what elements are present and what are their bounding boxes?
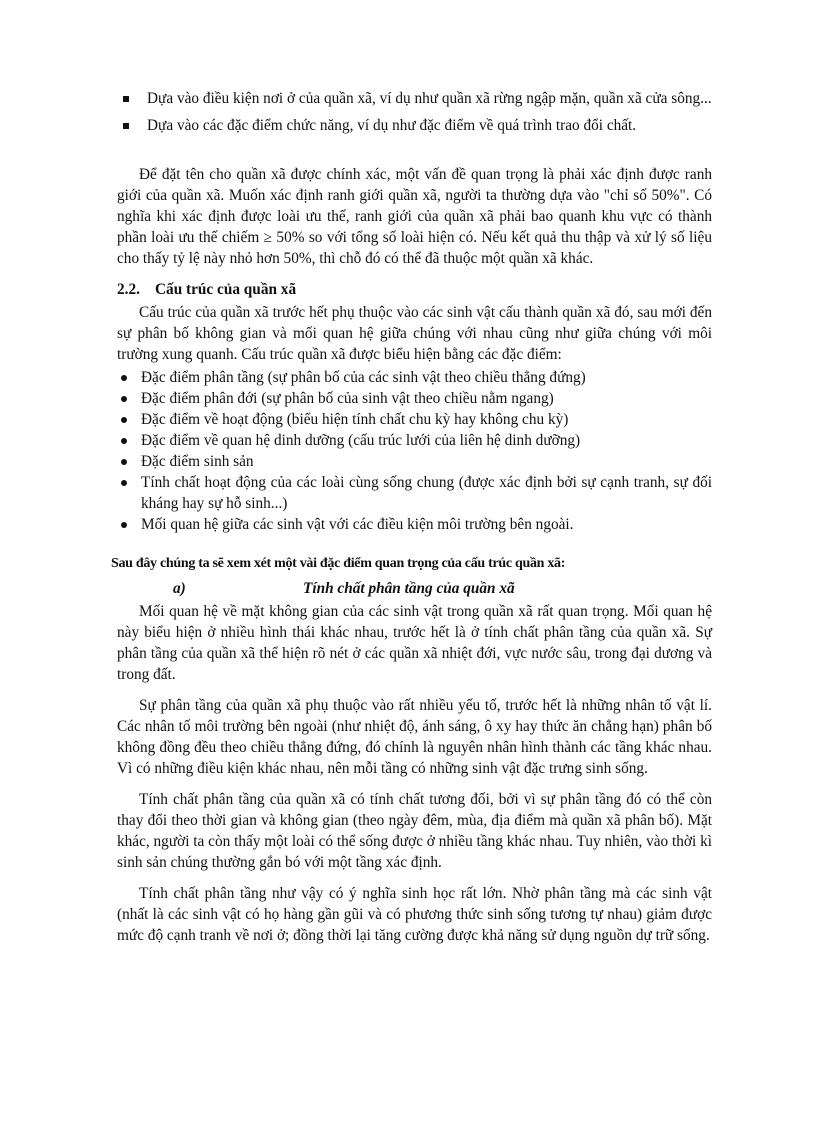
paragraph: Tính chất phân tầng của quần xã có tính chất tương đối, bởi vì sự phân tầng đó có thể còn thay đổi theo thời gian và không gian (theo ngày đêm, mùa, địa điểm mà quần xã phân bố). Mặt khác, người ta còn thấy một loài có thể sống được ở nhiều tầng khác nhau. Tuy nhiên, vào thời kì sinh sản chúng thường gắn bó với một tầng xác định. <box>117 791 712 871</box>
lead-sentence: Sau đây chúng ta sẽ xem xét một vài đặc điểm quan trọng của cấu trúc quần xã: <box>111 556 566 571</box>
subsection-heading <box>117 578 712 599</box>
list-item: Dựa vào điều kiện nơi ở của quần xã, ví dụ như quần xã rừng ngập mặn, quần xã cửa sông... <box>123 88 712 109</box>
section-title: Cấu trúc của quần xã <box>155 281 297 298</box>
subsection-letter: a) <box>173 580 186 597</box>
paragraph: Mối quan hệ về mặt không gian của các sinh vật trong quần xã rất quan trọng. Mối quan hệ này biểu hiện ở nhiều hình thái khác nhau, trước hết là ở tính chất phân tầng của quần xã. Sự phân tầng của quần xã thể hiện rõ nét ở các quần xã nhiệt đới, vực nước sâu, trong đại dương và trong đất. <box>117 603 712 683</box>
list-item: Mối quan hệ giữa các sinh vật với các điều kiện môi trường bên ngoài. <box>117 514 712 535</box>
list-item: Dựa vào các đặc điểm chức năng, ví dụ như đặc điểm về quá trình trao đổi chất. <box>123 115 712 136</box>
feature-list <box>117 367 712 535</box>
document-page <box>111 88 712 956</box>
list-item: Đặc điểm về quan hệ dinh dưỡng (cấu trúc lưới của liên hệ dinh dưỡng) <box>117 430 712 451</box>
subsection-title: Tính chất phân tầng của quần xã <box>303 580 515 597</box>
section-heading <box>117 279 712 300</box>
habitat-criteria-list <box>123 88 712 136</box>
paragraph: Tính chất phân tầng như vậy có ý nghĩa sinh học rất lớn. Nhờ phân tầng mà các sinh vật (nhất là các sinh vật có họ hàng gần gũi và có phương thức sinh sống tương tự nhau) giảm được mức độ cạnh tranh về nơi ở; đồng thời lại tăng cường được khả năng sử dụng nguồn dự trữ sống. <box>117 885 712 944</box>
list-item: Đặc điểm phân tầng (sự phân bố của các sinh vật theo chiều thẳng đứng) <box>117 367 712 388</box>
section-number: 2.2. <box>117 281 140 298</box>
paragraph-structure: Cấu trúc của quần xã trước hết phụ thuộc vào các sinh vật cấu thành quần xã đó, sau mới đến sự phân bố không gian và mối quan hệ giữa chúng với nhau cũng như giữa chúng với môi trường xung quanh. Cấu trúc quần xã được biểu hiện bằng các đặc điểm: <box>117 304 712 363</box>
list-item: Đặc điểm phân đới (sự phân bố của sinh vật theo chiều nằm ngang) <box>117 388 712 409</box>
list-item: Tính chất hoạt động của các loài cùng sống chung (được xác định bởi sự cạnh tranh, sự đối kháng hay sự hỗ sinh...) <box>117 472 712 514</box>
spacer <box>117 142 712 164</box>
paragraph: Sự phân tầng của quần xã phụ thuộc vào rất nhiều yếu tố, trước hết là những nhân tố vật lí. Các nhân tố môi trường bên ngoài (như nhiệt độ, ánh sáng, ô xy hay thức ăn chẳng hạn) phân bố không đồng đều theo chiều thẳng đứng, đó chính là nguyên nhân hình thành các tầng khác nhau. Vì có những điều kiện khác nhau, nên mỗi tầng có những sinh vật đặc trưng sinh sống. <box>117 697 712 777</box>
list-item: Đặc điểm sinh sản <box>117 451 712 472</box>
paragraph-naming: Để đặt tên cho quần xã được chính xác, một vấn đề quan trọng là phải xác định được ranh giới của quần xã. Muốn xác định ranh giới quần xã, người ta thường dựa vào "chỉ số 50%". Có nghĩa khi xác định được loài ưu thế, ranh giới của quần xã phải bao quanh khu vực có thành phần loài ưu thế chiếm ≥ 50% so với tổng số loài hiện có. Nếu kết quả thu thập và xử lý số liệu cho thấy tỷ lệ này nhỏ hơn 50%, thì chỗ đó có thể đã thuộc một quần xã khác. <box>117 166 712 267</box>
list-item: Đặc điểm về hoạt động (biểu hiện tính chất chu kỳ hay không chu kỳ) <box>117 409 712 430</box>
